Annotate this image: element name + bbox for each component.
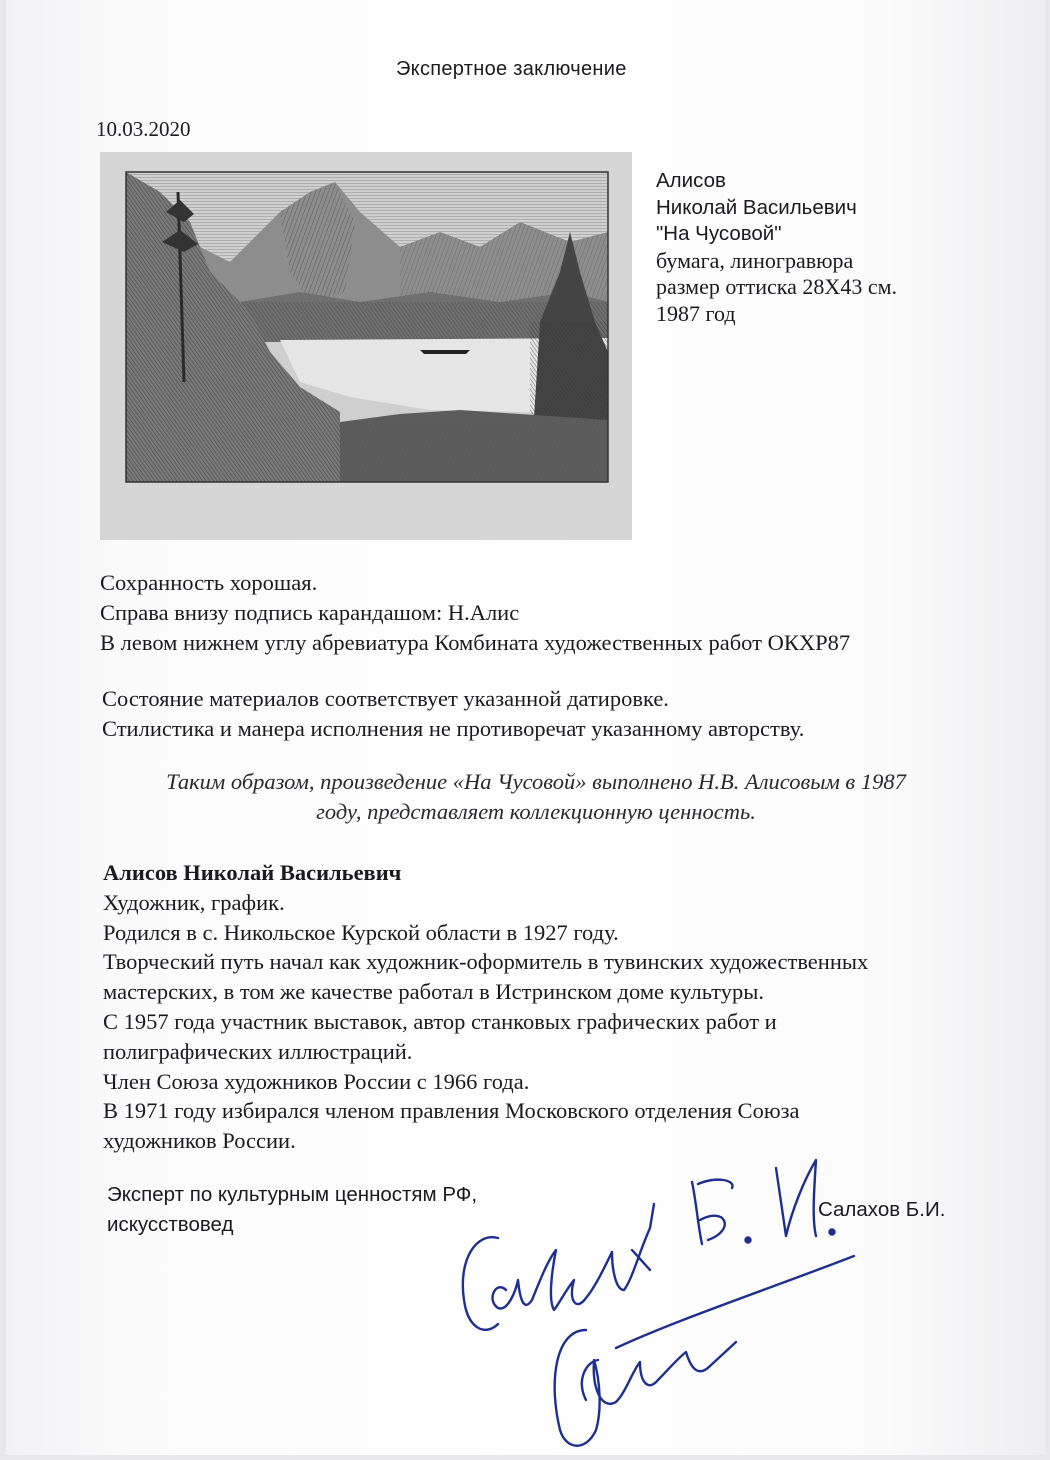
assessment-line: Состояние материалов соответствует указанной датировке. xyxy=(102,686,669,711)
conclusion-line: году, представляет коллекционную ценность. xyxy=(316,799,756,824)
condition-line: Справа внизу подпись карандашом: Н.Алис xyxy=(100,600,520,625)
artwork-year: 1987 год xyxy=(656,300,736,326)
biography-line: художников России. xyxy=(103,1128,296,1154)
biography-line: Член Союза художников России с 1966 года. xyxy=(103,1068,530,1094)
document-title: Экспертное заключение xyxy=(396,58,627,80)
expert-title-line: искусствовед xyxy=(107,1213,234,1236)
document-page xyxy=(6,0,1046,1455)
assessment-section xyxy=(102,684,804,744)
expert-credentials xyxy=(107,1180,477,1240)
biography-line: Родился в с. Никольское Курской области в 1927 году. xyxy=(103,919,619,945)
condition-line: Сохранность хорошая. xyxy=(100,570,318,595)
artwork-material: бумага, линогравюра xyxy=(656,247,854,273)
artist-first-name: Николай Васильевич xyxy=(656,195,857,219)
expert-title-line: Эксперт по культурным ценностям РФ, xyxy=(107,1183,478,1206)
biography-line: Художник, график. xyxy=(103,889,285,915)
artist-last-name: Алисов xyxy=(656,169,726,192)
assessment-line: Стилистика и манера исполнения не противоречат указанному авторству. xyxy=(102,716,805,741)
biography-section xyxy=(103,858,868,1156)
biography-line: полиграфических иллюстраций. xyxy=(103,1038,413,1064)
linocut-landscape-image xyxy=(100,152,632,540)
biography-heading: Алисов Николай Васильевич xyxy=(103,860,402,885)
condition-section xyxy=(100,568,850,658)
artwork-photo xyxy=(100,152,632,540)
handwritten-signature xyxy=(436,1140,876,1460)
artwork-name: "На Чусовой" xyxy=(656,222,782,245)
condition-line: В левом нижнем углу абревиатура Комбината художественных работ ОКХР87 xyxy=(100,630,851,655)
biography-line: С 1957 года участник выставок, автор станковых графических работ и xyxy=(103,1008,777,1034)
artwork-details xyxy=(656,168,897,327)
biography-line: Творческий путь начал как художник-оформитель в тувинских художественных xyxy=(103,949,869,975)
conclusion-line: Таким образом, произведение «На Чусовой» выполнено Н.В. Алисовым в 1987 xyxy=(166,769,906,794)
biography-line: В 1971 году избирался членом правления Московского отделения Союза xyxy=(103,1098,800,1124)
artwork-size: размер оттиска 28Х43 см. xyxy=(656,274,898,299)
conclusion-section xyxy=(86,767,986,827)
biography-line: мастерских, в том же качестве работал в Истринском доме культуры. xyxy=(103,979,764,1005)
expert-name: Салахов Б.И. xyxy=(818,1198,946,1221)
document-date: 10.03.2020 xyxy=(96,117,191,141)
